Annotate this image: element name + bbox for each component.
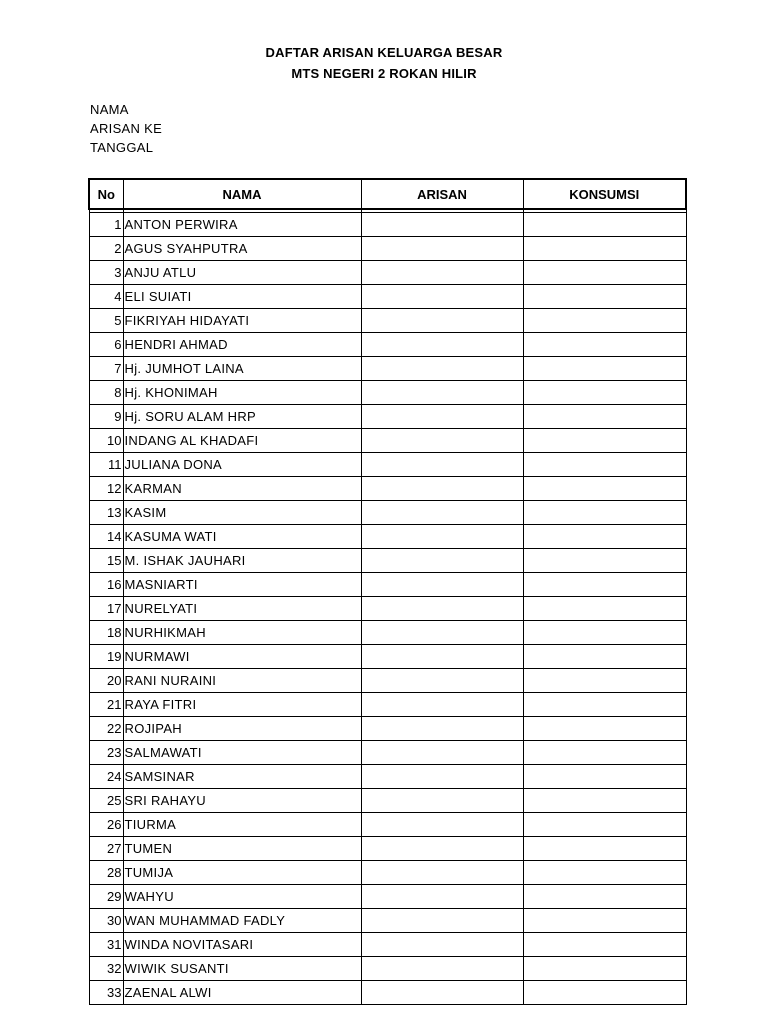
table-row — [89, 837, 686, 861]
table-row — [89, 357, 686, 381]
table-row — [89, 477, 686, 501]
member-name: Hj. JUMHOT LAINA — [123, 357, 361, 381]
table-row — [89, 693, 686, 717]
row-number: 29 — [89, 885, 123, 909]
row-number: 3 — [89, 261, 123, 285]
member-name: Hj. KHONIMAH — [123, 381, 361, 405]
arisan-cell[interactable] — [361, 549, 523, 573]
table-row — [89, 861, 686, 885]
row-number: 26 — [89, 813, 123, 837]
row-number: 25 — [89, 789, 123, 813]
arisan-cell[interactable] — [361, 837, 523, 861]
tanggal-label: TANGGAL — [90, 140, 154, 155]
row-number: 17 — [89, 597, 123, 621]
table-row — [89, 501, 686, 525]
arisan-cell[interactable] — [361, 885, 523, 909]
table-row — [89, 981, 686, 1005]
konsumsi-cell[interactable] — [523, 981, 686, 1005]
table-row — [89, 909, 686, 933]
konsumsi-cell[interactable] — [523, 789, 686, 813]
row-number: 9 — [89, 405, 123, 429]
member-name: NURELYATI — [123, 597, 361, 621]
arisan-cell[interactable] — [361, 789, 523, 813]
konsumsi-cell[interactable] — [523, 333, 686, 357]
table-row — [89, 717, 686, 741]
row-number: 16 — [89, 573, 123, 597]
konsumsi-cell[interactable] — [523, 885, 686, 909]
arisan-cell[interactable] — [361, 957, 523, 981]
konsumsi-cell[interactable] — [523, 645, 686, 669]
konsumsi-cell[interactable] — [523, 501, 686, 525]
table-header-row — [89, 179, 686, 209]
member-name: JULIANA DONA — [123, 453, 361, 477]
arisan-cell[interactable] — [361, 741, 523, 765]
member-name: NURMAWI — [123, 645, 361, 669]
row-number: 23 — [89, 741, 123, 765]
konsumsi-cell[interactable] — [523, 909, 686, 933]
arisan-cell[interactable] — [361, 693, 523, 717]
member-name: Hj. SORU ALAM HRP — [123, 405, 361, 429]
column-header-konsumsi: KONSUMSI — [523, 179, 686, 209]
row-number: 28 — [89, 861, 123, 885]
konsumsi-cell[interactable] — [523, 597, 686, 621]
table-row — [89, 333, 686, 357]
table-row — [89, 237, 686, 261]
row-number: 20 — [89, 669, 123, 693]
row-number: 32 — [89, 957, 123, 981]
member-name: INDANG AL KHADAFI — [123, 429, 361, 453]
table-row — [89, 549, 686, 573]
arisan-cell[interactable] — [361, 765, 523, 789]
document-subtitle: MTS NEGERI 2 ROKAN HILIR — [291, 66, 477, 81]
arisan-cell[interactable] — [361, 285, 523, 309]
row-number: 24 — [89, 765, 123, 789]
row-number: 30 — [89, 909, 123, 933]
arisan-cell[interactable] — [361, 813, 523, 837]
arisan-cell[interactable] — [361, 429, 523, 453]
arisan-ke-label: ARISAN KE — [90, 121, 163, 136]
table-row — [89, 309, 686, 333]
arisan-cell[interactable] — [361, 981, 523, 1005]
member-name: MASNIARTI — [123, 573, 361, 597]
arisan-cell[interactable] — [361, 933, 523, 957]
konsumsi-cell[interactable] — [523, 933, 686, 957]
table-body — [89, 209, 686, 1005]
row-number: 1 — [89, 213, 123, 237]
arisan-cell[interactable] — [361, 333, 523, 357]
konsumsi-cell[interactable] — [523, 837, 686, 861]
table-row — [89, 429, 686, 453]
member-name: SAMSINAR — [123, 765, 361, 789]
konsumsi-cell[interactable] — [523, 237, 686, 261]
member-name: TUMIJA — [123, 861, 361, 885]
table-row — [89, 213, 686, 237]
row-number: 15 — [89, 549, 123, 573]
konsumsi-cell[interactable] — [523, 957, 686, 981]
table-row — [89, 813, 686, 837]
member-name: ANJU ATLU — [123, 261, 361, 285]
row-number: 22 — [89, 717, 123, 741]
row-number: 19 — [89, 645, 123, 669]
konsumsi-cell[interactable] — [523, 861, 686, 885]
arisan-cell[interactable] — [361, 309, 523, 333]
member-name: SRI RAHAYU — [123, 789, 361, 813]
member-name: TIURMA — [123, 813, 361, 837]
konsumsi-cell[interactable] — [523, 309, 686, 333]
arisan-cell[interactable] — [361, 261, 523, 285]
row-number: 7 — [89, 357, 123, 381]
table-row — [89, 669, 686, 693]
member-name: RAYA FITRI — [123, 693, 361, 717]
nama-label: NAMA — [90, 102, 129, 117]
column-header-arisan: ARISAN — [361, 179, 523, 209]
konsumsi-cell[interactable] — [523, 621, 686, 645]
member-name: WAN MUHAMMAD FADLY — [123, 909, 361, 933]
column-header-nama: NAMA — [123, 179, 361, 209]
arisan-cell[interactable] — [361, 909, 523, 933]
arisan-cell[interactable] — [361, 717, 523, 741]
column-header-no: No — [89, 179, 123, 209]
arisan-cell[interactable] — [361, 621, 523, 645]
row-number: 11 — [89, 453, 123, 477]
konsumsi-cell[interactable] — [523, 717, 686, 741]
table-row — [89, 621, 686, 645]
row-number: 27 — [89, 837, 123, 861]
arisan-cell[interactable] — [361, 669, 523, 693]
table-row — [89, 453, 686, 477]
member-name: KASUMA WATI — [123, 525, 361, 549]
arisan-cell[interactable] — [361, 453, 523, 477]
arisan-cell[interactable] — [361, 381, 523, 405]
konsumsi-cell[interactable] — [523, 693, 686, 717]
row-number: 4 — [89, 285, 123, 309]
arisan-cell[interactable] — [361, 645, 523, 669]
table-row — [89, 789, 686, 813]
konsumsi-cell[interactable] — [523, 357, 686, 381]
konsumsi-cell[interactable] — [523, 525, 686, 549]
arisan-cell[interactable] — [361, 501, 523, 525]
table-row — [89, 261, 686, 285]
konsumsi-cell[interactable] — [523, 213, 686, 237]
member-name: RANI NURAINI — [123, 669, 361, 693]
arisan-cell[interactable] — [361, 405, 523, 429]
arisan-cell[interactable] — [361, 477, 523, 501]
row-number: 8 — [89, 381, 123, 405]
member-name: TUMEN — [123, 837, 361, 861]
table-row — [89, 645, 686, 669]
konsumsi-cell[interactable] — [523, 669, 686, 693]
member-name: WINDA NOVITASARI — [123, 933, 361, 957]
member-name: M. ISHAK JAUHARI — [123, 549, 361, 573]
member-name: HENDRI AHMAD — [123, 333, 361, 357]
row-number: 33 — [89, 981, 123, 1005]
member-name: ELI SUIATI — [123, 285, 361, 309]
arisan-cell[interactable] — [361, 525, 523, 549]
table-row — [89, 957, 686, 981]
member-name: WIWIK SUSANTI — [123, 957, 361, 981]
table-row — [89, 885, 686, 909]
arisan-table — [88, 178, 687, 1005]
member-name: WAHYU — [123, 885, 361, 909]
arisan-cell[interactable] — [361, 213, 523, 237]
konsumsi-cell[interactable] — [523, 405, 686, 429]
arisan-cell[interactable] — [361, 597, 523, 621]
row-number: 18 — [89, 621, 123, 645]
arisan-cell[interactable] — [361, 573, 523, 597]
row-number: 5 — [89, 309, 123, 333]
member-name: SALMAWATI — [123, 741, 361, 765]
member-name: FIKRIYAH HIDAYATI — [123, 309, 361, 333]
arisan-cell[interactable] — [361, 861, 523, 885]
member-name: NURHIKMAH — [123, 621, 361, 645]
table-row — [89, 525, 686, 549]
table-row — [89, 573, 686, 597]
konsumsi-cell[interactable] — [523, 765, 686, 789]
table-row — [89, 381, 686, 405]
konsumsi-cell[interactable] — [523, 549, 686, 573]
konsumsi-cell[interactable] — [523, 381, 686, 405]
table-row — [89, 765, 686, 789]
member-name: AGUS SYAHPUTRA — [123, 237, 361, 261]
table-row — [89, 597, 686, 621]
konsumsi-cell[interactable] — [523, 285, 686, 309]
member-name: KARMAN — [123, 477, 361, 501]
row-number: 12 — [89, 477, 123, 501]
konsumsi-cell[interactable] — [523, 477, 686, 501]
row-number: 21 — [89, 693, 123, 717]
member-name: KASIM — [123, 501, 361, 525]
row-number: 31 — [89, 933, 123, 957]
document-title: DAFTAR ARISAN KELUARGA BESAR — [265, 45, 503, 60]
row-number: 6 — [89, 333, 123, 357]
member-name: ZAENAL ALWI — [123, 981, 361, 1005]
konsumsi-cell[interactable] — [523, 429, 686, 453]
konsumsi-cell[interactable] — [523, 573, 686, 597]
arisan-cell[interactable] — [361, 237, 523, 261]
row-number: 13 — [89, 501, 123, 525]
table-row — [89, 405, 686, 429]
arisan-cell[interactable] — [361, 357, 523, 381]
table-row — [89, 741, 686, 765]
konsumsi-cell[interactable] — [523, 813, 686, 837]
row-number: 14 — [89, 525, 123, 549]
table-row — [89, 285, 686, 309]
member-name: ANTON PERWIRA — [123, 213, 361, 237]
row-number: 10 — [89, 429, 123, 453]
konsumsi-cell[interactable] — [523, 261, 686, 285]
konsumsi-cell[interactable] — [523, 741, 686, 765]
row-number: 2 — [89, 237, 123, 261]
konsumsi-cell[interactable] — [523, 453, 686, 477]
member-name: ROJIPAH — [123, 717, 361, 741]
table-row — [89, 933, 686, 957]
